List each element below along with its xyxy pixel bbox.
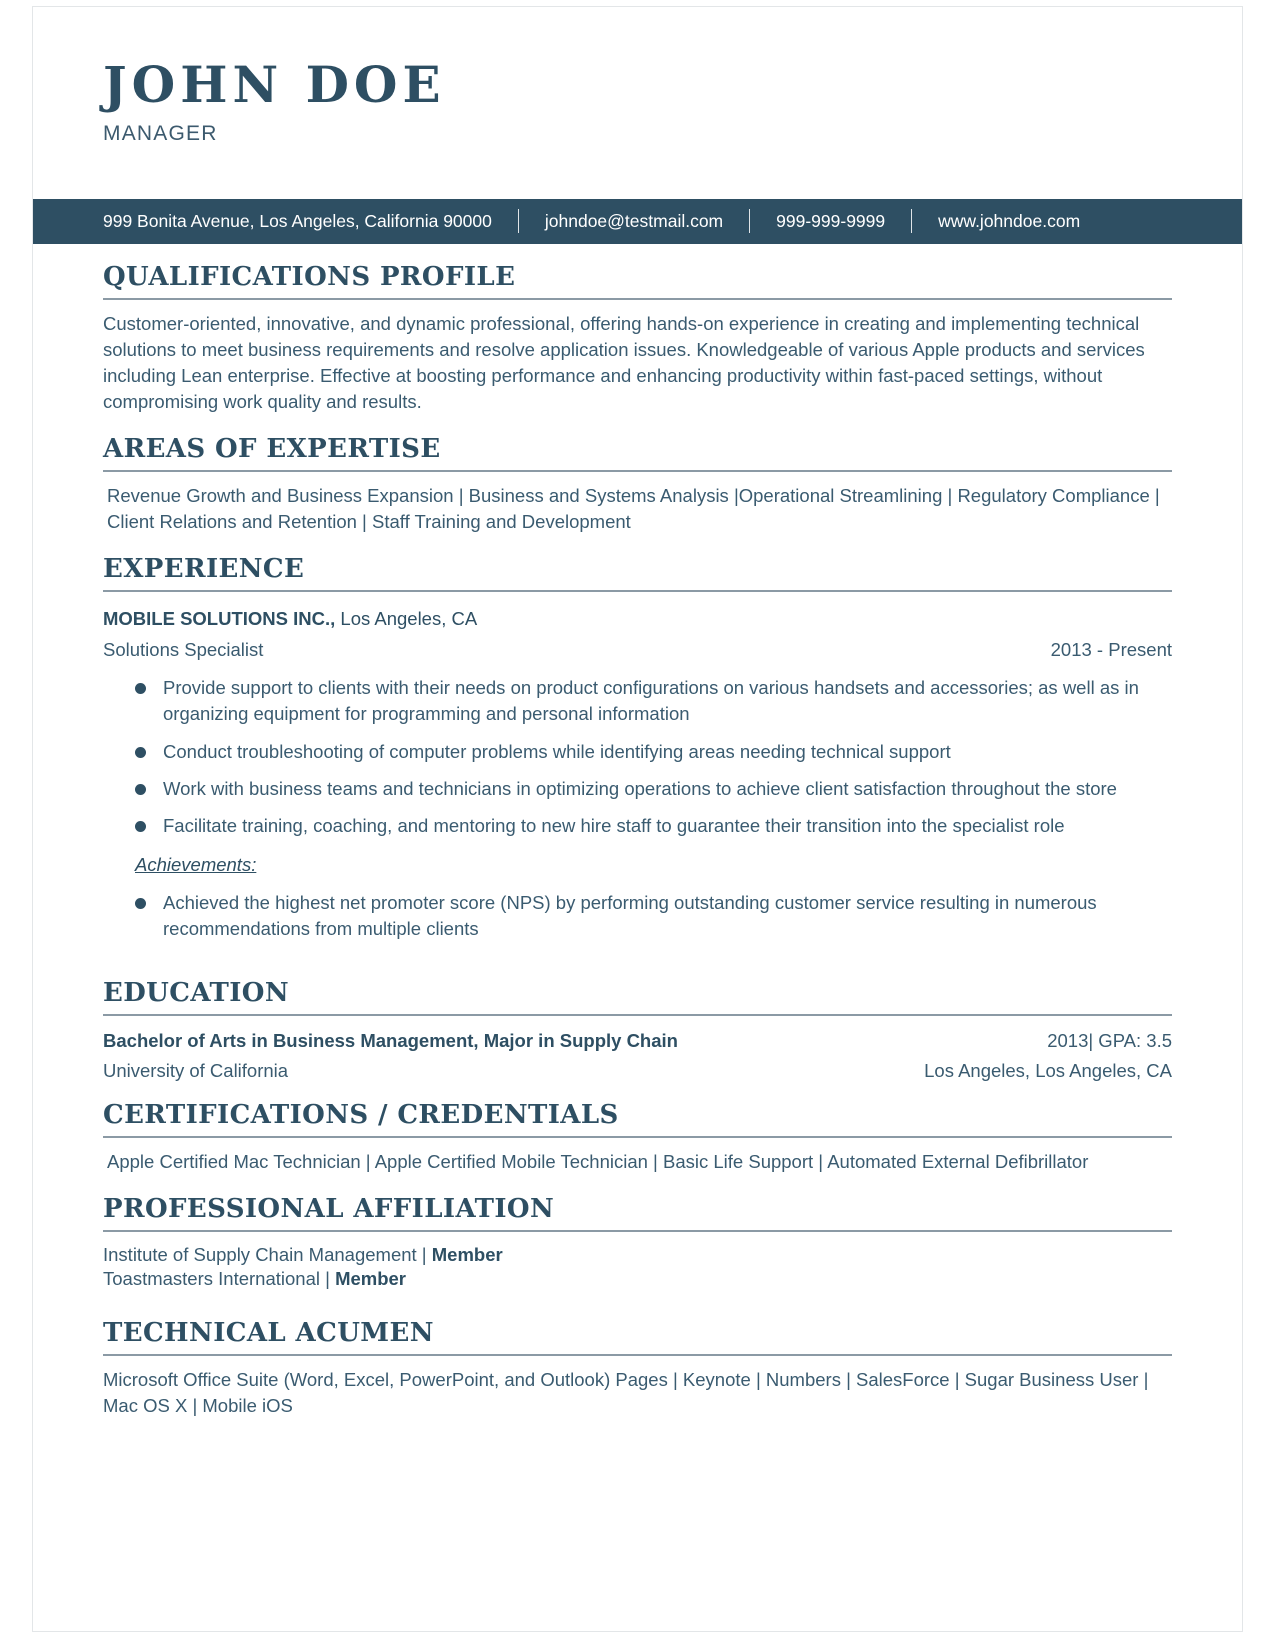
section-rule: [103, 1354, 1172, 1356]
qualifications-paragraph: Customer-oriented, innovative, and dynamic professional, offering hands-on experience in creating and implementing technical solutions to meet business requirements and resolve application issues. Knowledgeable of various Apple products and services including Lean enterprise. Effective at boosting performance and enhancing productivity within fast-paced settings, without compromising work quality and results.: [103, 312, 1145, 413]
section-areas-of-expertise: [103, 434, 1172, 537]
achievements-bullet-list: [103, 890, 1172, 943]
achievement-bullet: Achieved the highest net promoter score (NPS) by performing outstanding customer service resulting in numerous recommendations from multiple clients: [135, 890, 1172, 943]
section-education: [103, 978, 1172, 1082]
resume-header: [33, 7, 1242, 146]
education-degree: Bachelor of Arts in Business Management, Major in Supply Chain: [103, 1030, 678, 1052]
affiliation-org: Toastmasters International |: [103, 1268, 336, 1290]
job-bullet-list: [103, 675, 1172, 839]
section-title-education: EDUCATION: [103, 978, 290, 1009]
achievements-label: Achievements:: [135, 853, 257, 875]
education-school-row: [103, 1060, 1172, 1082]
section-title-affiliation: PROFESSIONAL AFFILIATION: [103, 1193, 555, 1224]
job-company-location: Los Angeles, CA: [335, 608, 478, 630]
education-year-gpa: 2013| GPA: 3.5: [1047, 1030, 1172, 1052]
section-rule: [103, 590, 1172, 592]
contact-website[interactable]: www.johndoe.com: [938, 210, 1081, 231]
section-rule: [103, 1014, 1172, 1016]
job-dates: 2013 - Present: [1050, 639, 1172, 661]
contact-divider: [518, 209, 519, 233]
section-experience: [103, 554, 1172, 942]
job-role: Solutions Specialist: [103, 639, 264, 661]
section-title-qualifications: QUALIFICATIONS PROFILE: [103, 261, 516, 292]
section-rule: [103, 1230, 1172, 1232]
contact-divider: [911, 209, 912, 233]
job-bullet: Work with business teams and technicians in optimizing operations to achieve client satisfaction throughout the store: [135, 776, 1172, 802]
section-title-expertise: AREAS OF EXPERTISE: [103, 433, 441, 464]
affiliation-role: Member: [431, 1243, 503, 1265]
job-entry: [103, 608, 1172, 942]
section-rule: [103, 470, 1172, 472]
certifications-list: Apple Certified Mac Technician | Apple Certified Mobile Technician | Basic Life Support | Automated External Defibrillator: [107, 1151, 1089, 1173]
job-bullet: Conduct troubleshooting of computer problems while identifying areas needing technical support: [135, 739, 1172, 765]
education-degree-row: [103, 1030, 1172, 1052]
section-technical-acumen: [103, 1318, 1172, 1420]
contact-divider: [749, 209, 750, 233]
section-rule: [103, 1136, 1172, 1138]
contact-phone[interactable]: 999-999-9999: [776, 210, 886, 231]
job-bullet: Provide support to clients with their needs on product configurations on various handsets and accessories; as well as in organizing equipment for programming and personal information: [135, 675, 1172, 728]
affiliation-role: Member: [335, 1268, 407, 1290]
affiliation-line: [103, 1267, 1172, 1291]
education-school: University of California: [103, 1060, 289, 1082]
job-role-row: [103, 639, 1172, 661]
job-company-line: [103, 608, 1172, 630]
affiliation-org: Institute of Supply Chain Management |: [103, 1243, 432, 1265]
resume-body: [33, 262, 1242, 1420]
contact-bar: [33, 199, 1242, 244]
education-location: Los Angeles, Los Angeles, CA: [924, 1060, 1172, 1082]
section-professional-affiliation: [103, 1194, 1172, 1292]
candidate-job-title: MANAGER: [103, 121, 218, 145]
job-bullet: Facilitate training, coaching, and mentoring to new hire staff to guarantee their transition into the specialist role: [135, 813, 1172, 839]
section-title-certifications: CERTIFICATIONS / CREDENTIALS: [103, 1100, 619, 1131]
affiliation-line: [103, 1243, 1172, 1267]
section-title-technical: TECHNICAL ACUMEN: [103, 1317, 434, 1348]
section-qualifications-profile: [103, 262, 1172, 416]
candidate-name: JOHN DOE: [103, 55, 446, 114]
section-title-experience: EXPERIENCE: [103, 554, 305, 585]
resume-sheet: [32, 6, 1243, 1632]
section-rule: [103, 298, 1172, 300]
expertise-list: Revenue Growth and Business Expansion | Business and Systems Analysis |Operational Streamlining | Regulatory Compliance | Client Relations and Retention | Staff Training and Development: [107, 484, 1160, 533]
contact-email[interactable]: johndoe@testmail.com: [544, 210, 724, 231]
section-certifications: [103, 1100, 1172, 1176]
contact-address: 999 Bonita Avenue, Los Angeles, California 90000: [103, 210, 492, 231]
technical-list: Microsoft Office Suite (Word, Excel, PowerPoint, and Outlook) Pages | Keynote | Numbers | SalesForce | Sugar Business User | Mac OS X | Mobile iOS: [103, 1368, 1149, 1416]
job-company-name: MOBILE SOLUTIONS INC.,: [103, 608, 336, 630]
